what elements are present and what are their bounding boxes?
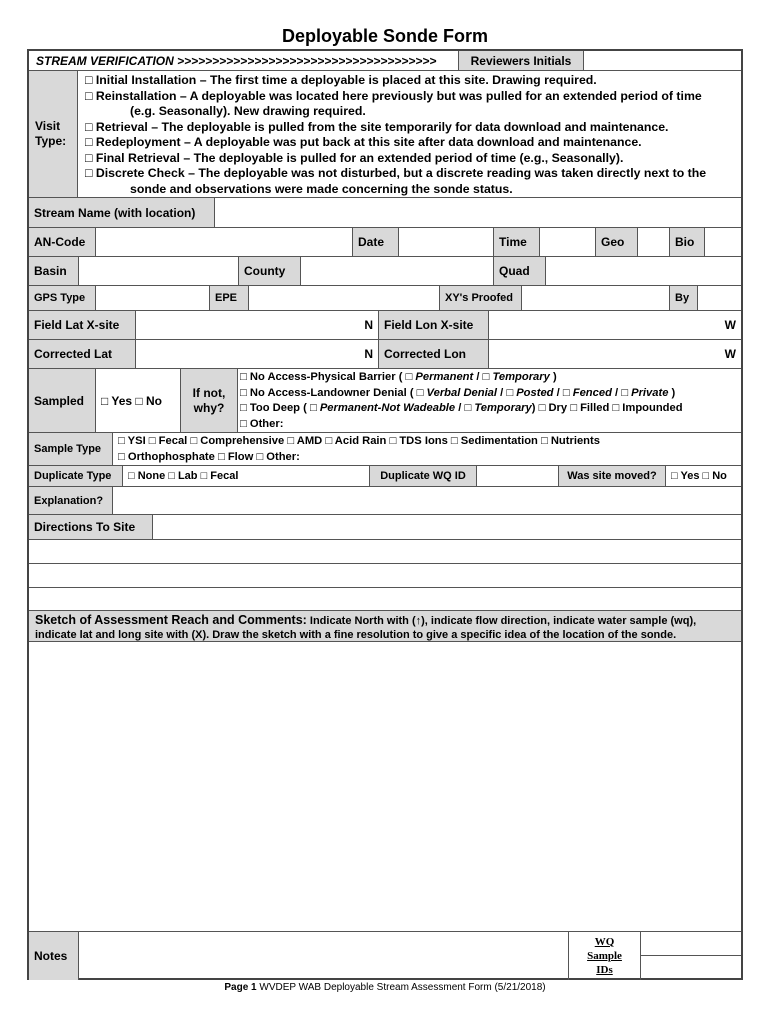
north-label: N	[364, 347, 373, 361]
bio-label: Bio	[670, 228, 705, 256]
basin-row	[29, 257, 741, 286]
why-text: why?	[193, 400, 225, 415]
stream-verification-label: STREAM VERIFICATION >>>>>>>>>>>>>>>>>>>>>>>>>>>>>>>>>>>>>	[36, 53, 437, 68]
directions-line-1[interactable]	[29, 540, 741, 564]
explanation-label: Explanation?	[29, 487, 113, 514]
sampled-label: Sampled	[29, 369, 96, 432]
duplicate-wq-id-field[interactable]	[477, 466, 559, 486]
explanation-row	[29, 487, 741, 515]
visit-option-retrieval[interactable]: □ Retrieval – The deployable is pulled from the site temporarily for data download and maintenance.	[85, 119, 669, 134]
corrected-lon-label: Corrected Lon	[379, 340, 489, 368]
wq-sample-id-field[interactable]	[641, 932, 741, 956]
directions-label: Directions To Site	[29, 515, 153, 539]
field-lat-row	[29, 311, 741, 340]
geo-field[interactable]	[638, 228, 670, 256]
visit-label-line2: Type:	[35, 134, 67, 148]
stream-name-row	[29, 198, 741, 228]
visit-type-label	[29, 71, 78, 197]
if-not-why-label	[181, 369, 238, 432]
visit-option-discrete-check[interactable]: □ Discrete Check – The deployable was not disturbed, but a discrete reading was taken directly next to the	[85, 166, 707, 180]
footer-text: WVDEP WAB Deployable Stream Assessment Form (5/21/2018)	[256, 982, 546, 993]
notes-field[interactable]	[79, 932, 569, 980]
ids-text: IDs	[596, 964, 613, 976]
duplicate-row	[29, 466, 741, 487]
site-moved-label: Was site moved?	[559, 466, 666, 486]
corrected-lat-row	[29, 340, 741, 369]
why-option-too-deep[interactable]: □ Too Deep ( □ Permanent-Not Wadeable / □ Temporary) □ Dry □ Filled □ Impounded	[240, 402, 683, 414]
basin-field[interactable]	[79, 257, 239, 285]
county-label: County	[239, 257, 301, 285]
an-code-label: AN-Code	[29, 228, 96, 256]
visit-label-line1: Visit	[35, 119, 61, 133]
sketch-header	[29, 611, 741, 642]
sample-type-label: Sample Type	[29, 433, 113, 465]
corrected-lat-field[interactable]	[136, 340, 379, 368]
sampled-row	[29, 369, 741, 433]
corrected-lon-field[interactable]	[489, 340, 741, 368]
by-field[interactable]	[698, 286, 741, 310]
why-options	[240, 370, 740, 432]
directions-row	[29, 515, 741, 540]
gps-row	[29, 286, 741, 311]
field-lon-field[interactable]	[489, 311, 741, 339]
quad-label: Quad	[494, 257, 546, 285]
date-field[interactable]	[399, 228, 494, 256]
sample-type-options-line1[interactable]: □ YSI □ Fecal □ Comprehensive □ AMD □ Acid Rain □ TDS Ions □ Sedimentation □ Nutrients	[118, 435, 600, 447]
reviewers-initials-field[interactable]	[584, 51, 741, 70]
visit-option-discrete-check-cont: sonde and observations were made concerning the sonde status.	[130, 181, 513, 196]
west-label: W	[724, 318, 736, 332]
sample-type-row	[29, 433, 741, 466]
bio-field[interactable]	[705, 228, 741, 256]
sketch-heading: Sketch of Assessment Reach and Comments:	[35, 613, 307, 627]
field-lat-label: Field Lat X-site	[29, 311, 136, 339]
north-label: N	[364, 318, 373, 332]
epe-label: EPE	[210, 286, 249, 310]
wq-text: WQ	[594, 936, 615, 948]
date-label: Date	[353, 228, 399, 256]
stream-name-label: Stream Name (with location)	[29, 198, 215, 227]
epe-field[interactable]	[249, 286, 440, 310]
stream-name-field[interactable]	[215, 198, 741, 227]
directions-field[interactable]	[153, 515, 741, 539]
visit-option-final-retrieval[interactable]: □ Final Retrieval – The deployable is pulled for an extended period of time (e.g., Seasonally).	[85, 150, 624, 165]
an-code-row	[29, 228, 741, 257]
field-lon-label: Field Lon X-site	[379, 311, 489, 339]
why-option-physical-barrier[interactable]: □ No Access-Physical Barrier ( □ Permanent / □ Temporary )	[240, 371, 557, 383]
sketch-instructions-1: Indicate North with (↑), indicate flow direction, indicate water sample (wq),	[306, 615, 697, 627]
visit-option-reinstallation-cont: (e.g. Seasonally). New drawing required.	[130, 104, 366, 118]
wq-sample-id-field[interactable]	[641, 956, 741, 980]
duplicate-type-label: Duplicate Type	[29, 466, 123, 486]
sketch-area[interactable]	[29, 642, 741, 932]
why-option-landowner-denial[interactable]: □ No Access-Landowner Denial ( □ Verbal Denial / □ Posted / □ Fenced / □ Private )	[240, 386, 676, 399]
by-label: By	[670, 286, 698, 310]
visit-type-options	[79, 71, 741, 199]
sampled-options[interactable]: □ Yes □ No	[96, 369, 181, 432]
directions-line-3[interactable]	[29, 588, 741, 611]
visit-option-redeployment[interactable]: □ Redeployment – A deployable was put back at this site after data download and maintenance.	[85, 135, 642, 149]
explanation-field[interactable]	[113, 487, 741, 514]
form-frame	[27, 49, 743, 980]
west-label: W	[724, 347, 736, 361]
corrected-lat-label: Corrected Lat	[29, 340, 136, 368]
directions-line-2[interactable]	[29, 564, 741, 588]
time-label: Time	[494, 228, 540, 256]
why-option-other[interactable]: □ Other:	[240, 417, 284, 430]
stream-verification-row	[29, 51, 741, 71]
wq-sample-ids-fields	[641, 932, 741, 980]
basin-label: Basin	[29, 257, 79, 285]
sketch-instructions-2: indicate lat and long site with (X). Draw the sketch with a fine resolution to give a specific idea of the location of the sonde.	[35, 629, 677, 641]
geo-label: Geo	[596, 228, 638, 256]
field-lat-field[interactable]	[136, 311, 379, 339]
gps-type-label: GPS Type	[29, 286, 96, 310]
page-number: Page 1	[224, 982, 257, 993]
visit-type-row	[29, 71, 741, 198]
gps-type-field[interactable]	[96, 286, 210, 310]
notes-row	[29, 932, 741, 980]
form-title: Deployable Sonde Form	[281, 26, 489, 46]
sample-type-options	[118, 434, 738, 465]
duplicate-type-options[interactable]: □ None □ Lab □ Fecal	[123, 466, 370, 486]
xys-proofed-field[interactable]	[522, 286, 670, 310]
duplicate-wq-id-label: Duplicate WQ ID	[370, 466, 477, 486]
sample-text: Sample	[587, 950, 622, 962]
page-footer	[0, 982, 770, 993]
an-code-field[interactable]	[96, 228, 353, 256]
time-field[interactable]	[540, 228, 596, 256]
visit-option-reinstallation[interactable]: □ Reinstallation – A deployable was located here previously but was pulled for an extended period of time	[85, 88, 702, 103]
if-not-text: If not,	[192, 385, 226, 400]
notes-label: Notes	[29, 932, 79, 980]
wq-sample-ids-label	[569, 932, 641, 980]
reviewers-initials-label: Reviewers Initials	[458, 51, 584, 70]
site-moved-options[interactable]: □ Yes □ No	[671, 470, 727, 482]
county-field[interactable]	[301, 257, 494, 285]
sketch-header-text	[29, 611, 741, 644]
quad-field[interactable]	[546, 257, 741, 285]
visit-option-initial-installation[interactable]: □ Initial Installation – The first time a deployable is placed at this site. Drawing required.	[85, 73, 597, 87]
sample-type-options-line2[interactable]: □ Orthophosphate □ Flow □ Other:	[118, 450, 300, 463]
xys-proofed-label: XY's Proofed	[440, 286, 522, 310]
